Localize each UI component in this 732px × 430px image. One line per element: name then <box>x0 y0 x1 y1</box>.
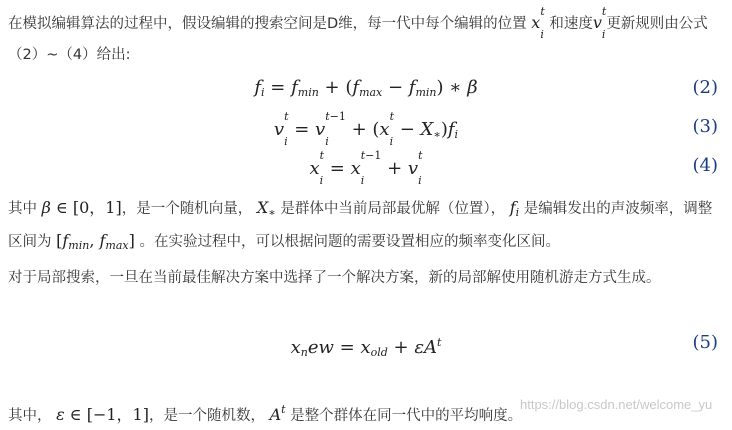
intro-text-2: 和速度 <box>549 16 593 32</box>
velocity-symbol: $v^t$ i <box>592 5 607 41</box>
watermark: https://blog.csdn.net/welcome_yu <box>520 397 713 412</box>
equation-2: $f_i = f_{min} + (f_{max} - f_{min})$ ∗ β <box>254 77 478 99</box>
local-search-paragraph: 对于局部搜索，一旦在当前最佳解决方案中选择了一个解决方案，新的局部解使用随机游走方式生成。 <box>8 270 661 286</box>
equation-5: $x_new = x_{old} + \varepsilon A^t$ <box>290 336 442 359</box>
position-symbol: $x^t$ i <box>531 5 545 41</box>
eps-text-1: 其中， <box>8 408 52 424</box>
intro-text-3: 更新规则由公式（2）~（4）给出: <box>8 16 708 63</box>
eps-text-3: 是整个群体在同一代中的平均响度。 <box>290 408 523 424</box>
def-text-1: 其中 <box>8 201 37 217</box>
def-text-4: 是编辑发出的声波频率，调整区间为 <box>8 201 713 250</box>
frequency-interval: [$f_{min}$, $f_{max}$] <box>56 231 135 252</box>
fi-symbol: $f_i$ <box>509 198 520 219</box>
equation-4-number: (4) <box>692 155 718 176</box>
eps-text-2: ，是一个随机数， <box>148 408 265 424</box>
def-text-3: 是群体中当前局部最优解（位置）， <box>280 201 506 217</box>
intro-text-1: 在模拟编辑算法的过程中，假设编辑的搜索空间是D维，每一代中每个编辑的位置 <box>8 16 527 32</box>
intro-paragraph <box>8 6 724 69</box>
epsilon-range: ε ∈ [−1，1] <box>56 405 149 424</box>
beta-range: β ∈ [0，1] <box>41 198 122 217</box>
equation-5-number: (5) <box>692 332 718 353</box>
equation-3-number: (3) <box>692 116 718 137</box>
equation-2-row <box>0 72 732 104</box>
equation-3-row <box>0 110 732 148</box>
equation-5-row <box>0 327 732 359</box>
equation-2-number: (2) <box>692 77 718 98</box>
definitions-paragraph <box>8 194 724 260</box>
equation-4: $x^t$ $i = x^{t-1}$ $i + v^t$ i <box>309 149 423 187</box>
def-text-5: 。在实验过程中，可以根据问题的需要设置相应的频率变化区间。 <box>139 234 560 250</box>
equation-3: $v^t$ $i = v^{t-1}$ $i + (x^t$ $i - X_∗)f_i$ <box>273 110 459 148</box>
equation-4-row <box>0 149 732 187</box>
a-t-symbol: $A^t$ <box>269 403 286 424</box>
def-text-2: ，是一个随机向量， <box>121 201 253 217</box>
x-star-symbol: $X_∗$ <box>256 198 276 219</box>
